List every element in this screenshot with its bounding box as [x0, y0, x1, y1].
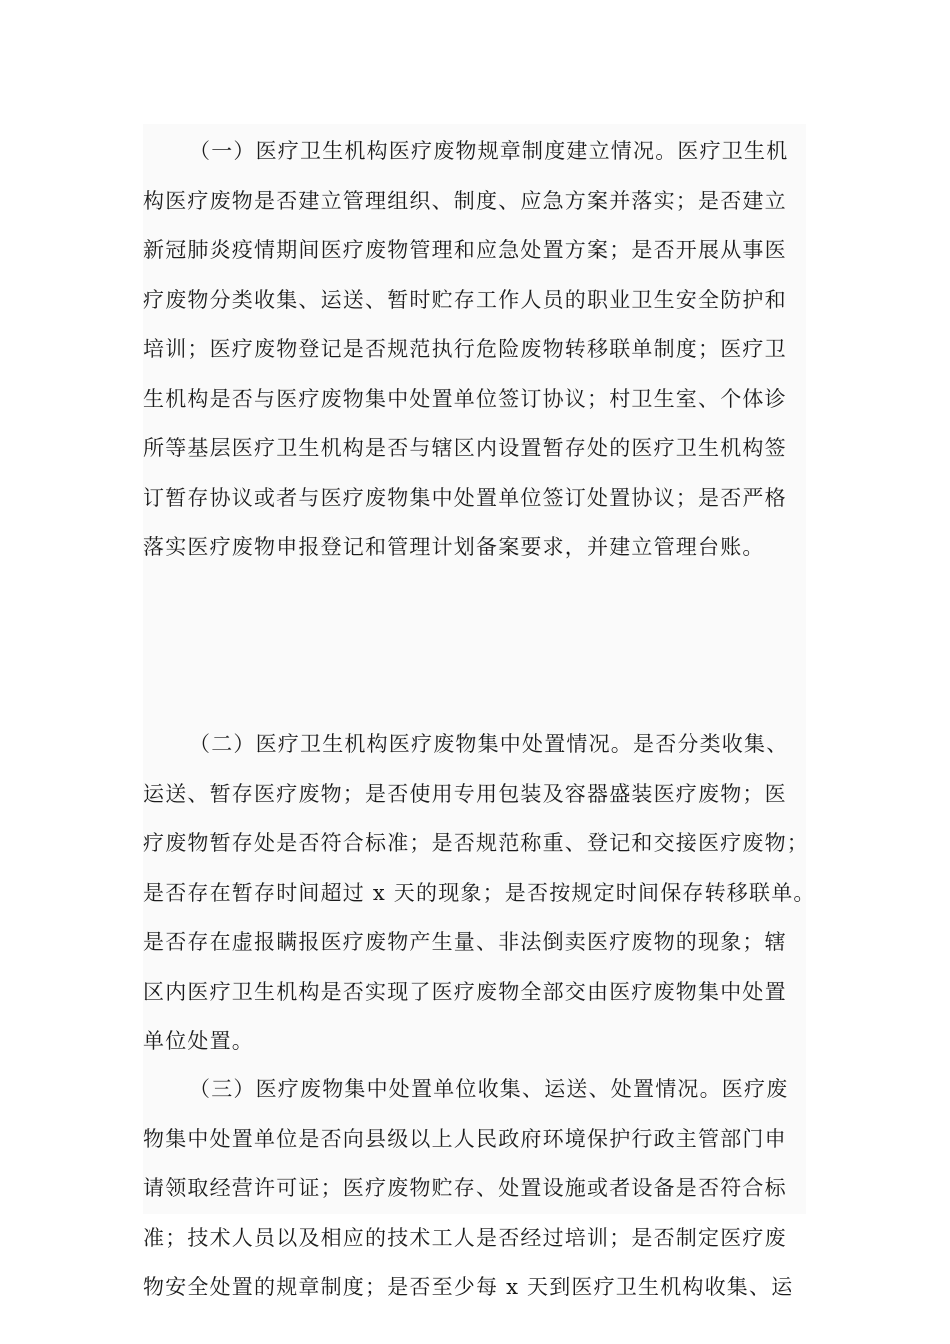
- text-line: 生机构是否与医疗废物集中处置单位签订协议；村卫生室、个体诊: [143, 386, 787, 411]
- text-line: 区内医疗卫生机构是否实现了医疗废物全部交由医疗废物集中处置: [143, 979, 787, 1004]
- text-line: （一）医疗卫生机构医疗废物规章制度建立情况。医疗卫生机: [189, 139, 789, 163]
- text-line: 培训；医疗废物登记是否规范执行危险废物转移联单制度；医疗卫: [143, 337, 787, 361]
- document-text-block: [143, 124, 816, 1299]
- paragraph-disposal-unit: [143, 1065, 806, 1313]
- text-line: 是否存在暂存时间超过 x 天的现象；是否按规定时间保存转移联单。: [143, 880, 816, 905]
- text-line: 疗废物分类收集、运送、暂时贮存工作人员的职业卫生安全防护和: [143, 287, 787, 312]
- text-line: 疗废物暂存处是否符合标准；是否规范称重、登记和交接医疗废物；: [143, 831, 809, 855]
- text-line: 请领取经营许可证；医疗废物贮存、处置设施或者设备是否符合标: [143, 1176, 787, 1200]
- text-line: （三）医疗废物集中处置单位收集、运送、处置情况。医疗废: [189, 1077, 789, 1101]
- text-line: 物集中处置单位是否向县级以上人民政府环境保护行政主管部门申: [143, 1126, 787, 1151]
- text-line: 准；技术人员以及相应的技术工人是否经过培训；是否制定医疗废: [143, 1225, 787, 1250]
- paragraph-centralized-disposal: [143, 720, 816, 1067]
- text-line: 单位处置。: [143, 1029, 254, 1053]
- text-line: 构医疗废物是否建立管理组织、制度、应急方案并落实；是否建立: [143, 188, 787, 213]
- text-line: 物安全处置的规章制度；是否至少每 x 天到医疗卫生机构收集、运: [143, 1275, 794, 1299]
- text-line: 落实医疗废物申报登记和管理计划备案要求，并建立管理台账。: [143, 535, 765, 559]
- text-line: 所等基层医疗卫生机构是否与辖区内设置暂存处的医疗卫生机构签: [143, 436, 787, 460]
- text-line: 订暂存协议或者与医疗废物集中处置单位签订处置协议；是否严格: [143, 485, 787, 510]
- text-line: （二）医疗卫生机构医疗废物集中处置情况。是否分类收集、: [189, 732, 789, 756]
- text-line: 新冠肺炎疫情期间医疗废物管理和应急处置方案；是否开展从事医: [143, 238, 787, 262]
- text-line: 是否存在虚报瞒报医疗废物产生量、非法倒卖医疗废物的现象；辖: [143, 930, 787, 954]
- text-line: 运送、暂存医疗废物；是否使用专用包装及容器盛装医疗废物；医: [143, 781, 787, 806]
- paragraph-medical-waste-rules: [143, 127, 806, 573]
